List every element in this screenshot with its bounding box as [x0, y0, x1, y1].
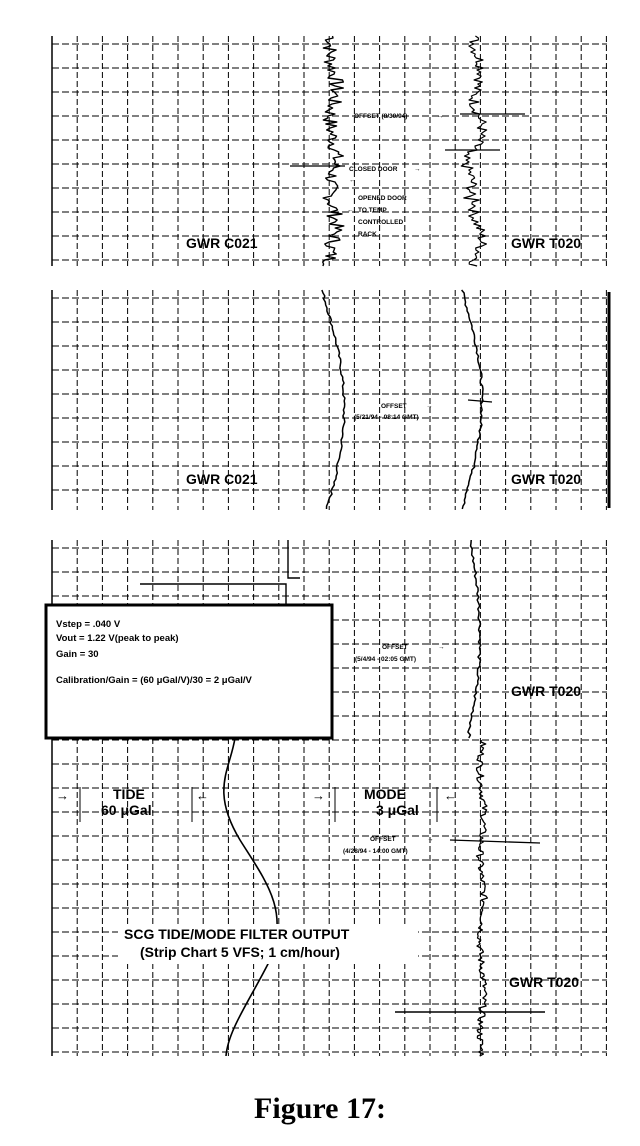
tide-label: TIDE	[113, 786, 145, 802]
calibration-step-trace	[140, 584, 286, 606]
panel1-opened-door-left-arrow: ←	[347, 207, 354, 214]
filter-output-subtitle: (Strip Chart 5 VFS; 1 cm/hour)	[140, 944, 340, 960]
calibration-vout: Vout = 1.22 V(peak to peak)	[56, 633, 179, 644]
panel2-offset-line: (5/21/94 - 08:14 GMT)	[354, 414, 419, 421]
recorder-traces	[140, 36, 545, 1056]
mode-label: MODE	[364, 786, 406, 802]
trace-gwr-t020-panel1	[461, 36, 486, 266]
calibration-gain: Gain = 30	[56, 649, 99, 660]
mode-amplitude: 3 μGal	[376, 802, 419, 818]
filter-output-title: SCG TIDE/MODE FILTER OUTPUT	[124, 926, 350, 942]
panel1-closed-door-note: CLOSED DOOR	[349, 166, 398, 173]
panel1-offset-arrow: →	[437, 113, 444, 120]
panel2-label-right: GWR T020	[511, 471, 582, 487]
panel3-offset-upper-line: OFFSET	[382, 644, 408, 651]
mode-arrow-right: ←	[444, 788, 457, 803]
panel3-label-lower-right: GWR T020	[509, 974, 580, 990]
panel3-offset-lower-line: (4/28/94 - 14:00 GMT)	[343, 848, 408, 855]
calibration-vstep: Vstep = .040 V	[56, 619, 121, 630]
panel1-arrow-left: ←	[349, 177, 356, 184]
calibration-formula: Calibration/Gain = (60 μGal/V)/30 = 2 μGal/V	[56, 675, 252, 686]
trace-gwr-c021-panel1	[323, 36, 344, 266]
panel3-offset-upper-line: (5/4/94 - 02:05 GMT)	[355, 656, 417, 663]
panel1-opened-door-line: CONTROLLED	[358, 219, 404, 226]
offset-marker	[450, 840, 540, 843]
mode-arrow-left: →	[312, 788, 325, 803]
chart-grids	[52, 36, 609, 1056]
panel3-offset-lower-arrow: →	[427, 836, 434, 843]
panel1-opened-door-arrow: →	[426, 195, 433, 202]
tide-filter-trace	[224, 738, 277, 1056]
panel3-offset-lower-line: OFFSET	[370, 836, 396, 843]
panel1-opened-door-line: OPENED DOOR	[358, 195, 407, 202]
panel1-closed-door-arrow: →	[414, 166, 421, 173]
panel1-label-right: GWR T020	[511, 235, 582, 251]
tide-arrow-right: ←	[196, 788, 209, 803]
panel2-offset-arrow: →	[426, 403, 433, 410]
panel1-opened-door-line: RACK	[358, 231, 377, 238]
trace-gwr-t020-panel3-upper	[468, 540, 481, 738]
trace-gwr-t020-panel3-lower	[477, 740, 488, 1056]
tide-arrow-left: →	[56, 788, 69, 803]
panel1-label-left: GWR C021	[186, 235, 258, 251]
trace-gwr-c021-panel2	[322, 290, 345, 509]
figure-caption: Figure 17:	[254, 1092, 386, 1125]
panel1-opened-door-line: TO TEMP	[358, 207, 387, 214]
panel3-label-upper-right: GWR T020	[511, 683, 582, 699]
panel2-offset-line: OFFSET	[381, 403, 407, 410]
trace-gwr-t020-panel2	[462, 290, 483, 509]
panel1-offset-note: OFFSET (8/30/94)	[354, 113, 408, 120]
panel2-label-left: GWR C021	[186, 471, 258, 487]
panel3-offset-upper-arrow: →	[438, 644, 445, 651]
tide-amplitude: 60 μGal	[101, 802, 152, 818]
